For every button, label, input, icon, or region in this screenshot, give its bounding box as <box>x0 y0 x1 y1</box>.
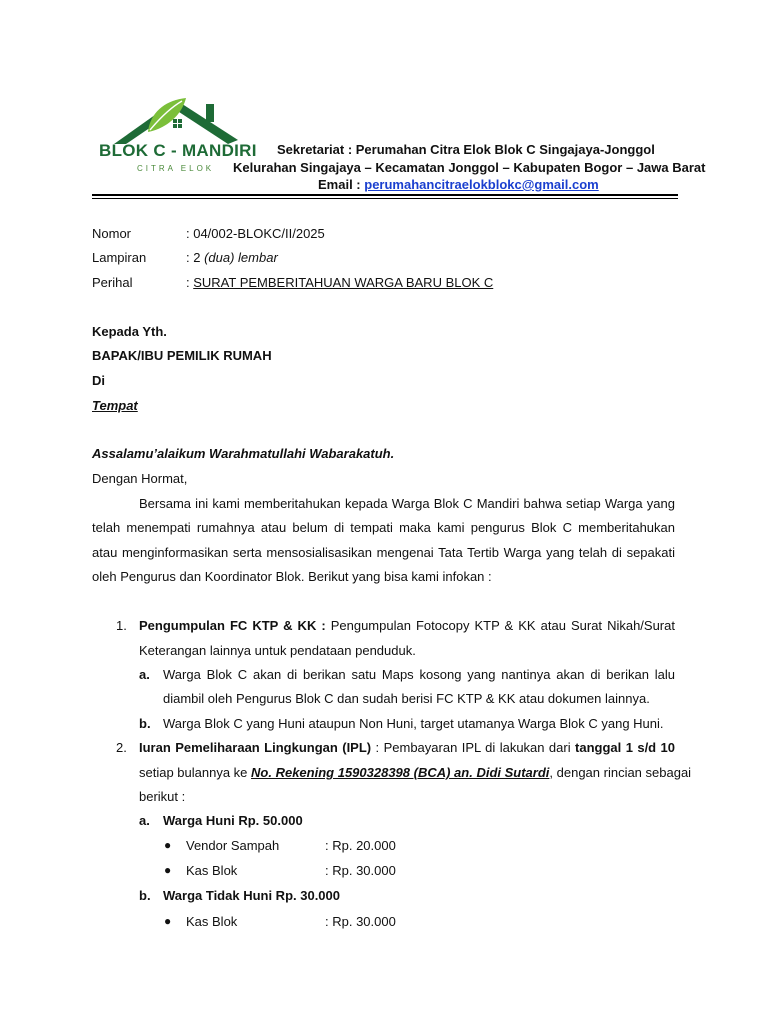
header-rule-thick <box>92 194 678 196</box>
item-1a-line-2: diambil oleh Pengurus Blok C dan sudah berisi FC KTP & KK atau dokumen lainnya. <box>163 691 650 706</box>
item-1-line-2: Keterangan lainnya untuk pendataan penduduk. <box>139 643 416 658</box>
rekening-number: No. Rekening 1590328398 (BCA) an. Didi Sutardi <box>251 765 550 780</box>
letterhead-email-line <box>318 177 599 192</box>
item-1-line-1 <box>139 618 675 633</box>
item-2-number: 2. <box>116 740 127 755</box>
header-rule-thin <box>92 198 678 199</box>
perihal-row <box>186 275 493 290</box>
perihal-colon: : <box>186 275 194 290</box>
logo-title: BLOK C - MANDIRI <box>99 141 257 160</box>
item-2-text-2b: , dengan rincian sebagai <box>549 765 692 780</box>
perihal-value: SURAT PEMBERITAHUAN WARGA BARU BLOK C <box>193 275 494 290</box>
chimney <box>206 104 214 122</box>
item-2a-title: Warga Huni Rp. 50.000 <box>163 813 303 828</box>
salam: Assalamu’alaikum Warahmatullahi Wabarakatuh. <box>92 446 395 461</box>
fee-name: Vendor Sampah <box>186 838 280 853</box>
bullet-icon: ● <box>164 863 172 877</box>
email-link[interactable]: perumahancitraelokblokc@gmail.com <box>364 177 599 192</box>
item-2a-label: a. <box>139 813 150 828</box>
item-1a-line-1: Warga Blok C akan di berikan satu Maps kosong yang nantinya akan di berikan lalu <box>163 667 675 682</box>
fee-amount: : Rp. 30.000 <box>325 863 396 878</box>
item-1-text: Pengumpulan Fotocopy KTP & KK atau Surat Nikah/Surat <box>325 618 675 633</box>
dengan-hormat: Dengan Hormat, <box>92 471 188 486</box>
fee-name: Kas Blok <box>186 914 238 929</box>
item-2-line-3: berikut : <box>139 789 186 804</box>
recipient-name: BAPAK/IBU PEMILIK RUMAH <box>92 348 272 363</box>
nomor-value: : 04/002-BLOKC/II/2025 <box>186 226 325 241</box>
item-2-text-2a: setiap bulannya ke <box>139 765 252 780</box>
email-label: Email : <box>318 177 365 192</box>
item-2-line-2 <box>139 765 692 780</box>
item-1-title: Pengumpulan FC KTP & KK : <box>139 618 326 633</box>
item-1a-label: a. <box>139 667 150 682</box>
letterhead-line-2: Kelurahan Singajaya – Kecamatan Jonggol – Kabupaten Bogor – Jawa Barat <box>233 160 706 175</box>
perihal-label: Perihal <box>92 275 133 290</box>
paragraph-line-3: atau menginformasikan serta mensosialisasikan mengenai Tata Tertib Warga yang telah di sepakati <box>92 545 675 560</box>
recipient-tempat: Tempat <box>92 398 138 413</box>
fee-name: Kas Blok <box>186 863 238 878</box>
paragraph-line-2: telah menempati rumahnya atau belum di tempati maka kami pengurus Blok C memberitahukan <box>92 520 675 535</box>
lampiran-value: (dua) lembar <box>204 250 278 265</box>
fee-amount: : Rp. 20.000 <box>325 838 396 853</box>
lampiran-row <box>186 250 278 265</box>
item-1-number: 1. <box>116 618 127 633</box>
logo-subtitle: CITRA ELOK <box>137 164 215 173</box>
paragraph-line-4: oleh Pengurus dan Koordinator Blok. Berikut yang bisa kami infokan : <box>92 569 492 584</box>
item-2b-title: Warga Tidak Huni Rp. 30.000 <box>163 888 340 903</box>
letterhead-line-1: Sekretariat : Perumahan Citra Elok Blok C Singajaya-Jonggol <box>277 142 655 157</box>
lampiran-label: Lampiran <box>92 250 147 265</box>
recipient-di: Di <box>92 373 105 388</box>
lampiran-colon: : 2 <box>186 250 205 265</box>
kepada-yth: Kepada Yth. <box>92 324 167 339</box>
item-1b-label: b. <box>139 716 151 731</box>
item-2-title: Iuran Pemeliharaan Lingkungan (IPL) <box>139 740 372 755</box>
item-1b-line-1: Warga Blok C yang Huni ataupun Non Huni, target utamanya Warga Blok C yang Huni. <box>163 716 664 731</box>
item-2b-label: b. <box>139 888 151 903</box>
item-2-line-1 <box>139 740 675 755</box>
item-2-text: : Pembayaran IPL di lakukan dari <box>371 740 576 755</box>
fee-amount: : Rp. 30.000 <box>325 914 396 929</box>
nomor-label: Nomor <box>92 226 132 241</box>
paragraph-line-1: Bersama ini kami memberitahukan kepada Warga Blok C Mandiri bahwa setiap Warga yang <box>139 496 675 511</box>
bullet-icon: ● <box>164 914 172 928</box>
window-icon <box>173 119 182 128</box>
bullet-icon: ● <box>164 838 172 852</box>
item-2-date: tanggal 1 s/d 10 <box>575 740 676 755</box>
